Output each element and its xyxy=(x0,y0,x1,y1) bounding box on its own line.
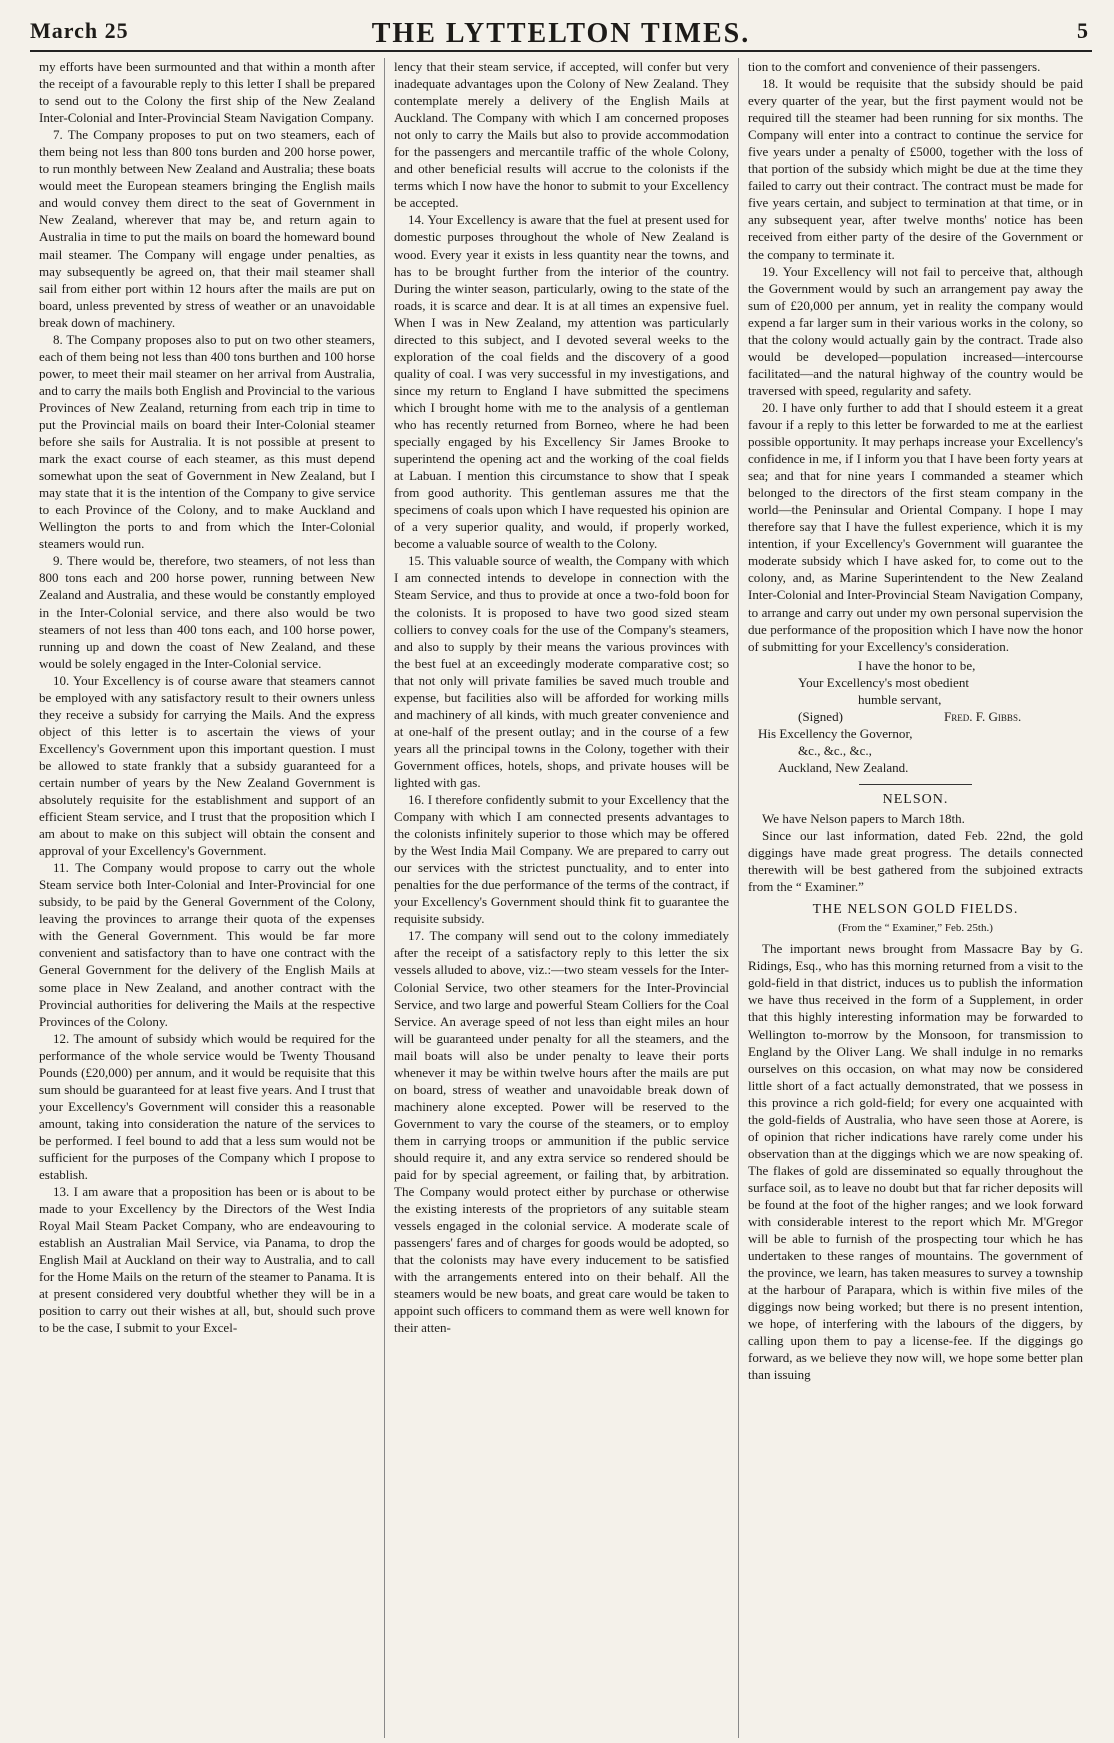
paragraph: Since our last information, dated Feb. 22nd, the gold diggings have made great progress. The details connected therewith will be best gathered from the subjoined extracts from the “ Examiner.” xyxy=(748,828,1083,895)
page-number: 5 xyxy=(1077,18,1088,43)
paragraph: tion to the comfort and convenience of their passengers. xyxy=(748,59,1041,74)
article-heading-gold-fields: THE NELSON GOLD FIELDS. xyxy=(812,902,1019,918)
paragraph: The important news brought from Massacre Bay by G. Ridings, Esq., who has this morning returned from a visit to the gold-field in that district, induces us to publish the information we have thus received in the form of a Supplement, in order that this highly interesting information may be forwarded to Wellington to-morrow by the Monsoon, for transmission to England by the Oliver Lang. We shall indulge in no remarks ourselves on this occasion, on what may now be considered little short of a fact actually demonstrated, that we possess in this province a rich gold-field; for every one acquainted with the gold-fields of Australia, who have seen those at Aorere, is of opinion that richer indications have rarely come under his observation than at the diggings which we are now speaking of. The flakes of gold are disseminated so equally throughout the surface soil, as to leave no doubt but that far richer deposits will be found at the foot of the higher ranges; and we look forward with considerable interest to the report which Mr. M'Gregor will be able to furnish of the prospecting tour which he has undertaken to these ranges of mountains. The government of the province, we learn, has taken measures to survey a township at the harbour of Parapara, which is within five miles of the diggings now being worked; but there is no present intention, we hope, of interfering with the labours of the diggers, by calling upon them to pay a license-fee. If the diggings go forward, as we believe they now will, we hope some better plan than issuing xyxy=(748,941,1083,1383)
paragraph: 15. This valuable source of wealth, the Company with which I am connected intends to develope in connection with the Steam Service, and thus to provide at once a two-fold boon for the colonists. It is proposed to have two good sized steam colliers to convey coals for the use of the Company's steamers, and also to supply by their means the various provinces with the best fuel at an exceedingly moderate comparative cost; so that not only will private families be saved much trouble and expense, but facilities also will be afforded for working mills and machinery of all kinds, with much greater convenience and at one-half of the present outlay; and in the course of a few years all the principal towns in the Colony, together with their Government offices, hotels, shops, and private houses will be lighted with gas. xyxy=(394,553,729,790)
paragraph: 17. The company will send out to the colony immediately after the receipt of a satisfactory reply to this letter the six vessels alluded to above, viz.:—two steam vessels for the Inter-Colonial Service, two other steamers for the Inter-Provincial Service, and two large and powerful Steam Colliers for the Coal Service. An average speed of not less than eight miles an hour will be guaranteed under penalty for all the steamers, and the mail boats will also be under penalty to leave their ports whenever it may be within twelve hours after the mails are put on board, stress of weather and unavoidable break down of machinery alone excepted. Power will be reserved to the Government to vary the course of the steamers, or to employ them in carrying troops or ammunition if the public service should require it, and any extra service so rendered should be paid for by special agreement, or failing that, by arbitration. The Company would protect either by purchase or otherwise the existing interests of the proprietors of any suitable steam vessels engaged in the colonial service. A moderate scale of passengers' fares and of charges for goods would be adopted, so that the colonists may have every inducement to be satisfied with the arrangements entered into on their behalf. All the steamers would be new boats, and great care would be taken to appoint such officers to command them as were well known for their atten- xyxy=(394,928,729,1336)
column-2 xyxy=(384,58,738,1738)
paragraph: 20. I have only further to add that I should esteem it a great favour if a reply to this letter be forwarded to me at the earliest possible opportunity. It may perhaps increase your Excellency's confidence in me, if I inform you that I have been forty years at sea; and that for nine years I commanded a steamer which belonged to the directors of the first steam company in the world—the Peninsular and Oriental Company. I hope I may therefore say that I have the fullest experience, which it is my intention, if your Excellency's Government will guarantee the moderate subsidy which I have asked for, to come out to the colony, and, as Marine Superintendent to the New Zealand Inter-Colonial and Inter-Provincial Steam Navigation Company, to arrange and carry out under my own personal supervision the due performance of the proposition which I have now the honor of submitting for your Excellency's consideration. xyxy=(748,399,1083,654)
column-3 xyxy=(738,58,1092,1738)
article-source: (From the “ Examiner,” Feb. 25th.) xyxy=(838,922,993,935)
section-divider xyxy=(859,784,973,785)
address-line: &c., &c., &c., xyxy=(798,742,872,758)
issue-date: March 25 xyxy=(30,18,129,43)
paragraph: We have Nelson papers to March 18th. xyxy=(762,810,965,826)
paragraph: 7. The Company proposes to put on two steamers, each of them being not less than 800 tons burden and 200 horse power, to run monthly between New Zealand and Australia; these boats would meet the European steamers bringing the English mails and would convey them direct to the seat of Government in New Zealand, wherever that may be, and return again to Australia in time to put the mails on board the homeward bound mail steamer. The Company will engage under penalties, as may subsequently be agreed on, that their mail steamer shall sail from either port within 12 hours after the mails are put on board, unless prevented by stress of weather or an unavoidable break down of machinery. xyxy=(39,127,375,330)
signature-line: I have the honor to be, xyxy=(858,657,976,673)
address-line: Auckland, New Zealand. xyxy=(778,759,909,775)
paragraph: 12. The amount of subsidy which would be required for the performance of the whole service would be Twenty Thousand Pounds (£20,000) per annum, and it would be requisite that this sum should be guaranteed for at least five years. And I trust that your Excellency's Government will consider this a reasonable amount, taking into consideration the nature of the services to be performed. I feel bound to add that a less sum would not be sufficient for the purposes of the Company which I propose to establish. xyxy=(39,1030,375,1183)
paragraph: 18. It would be requisite that the subsidy should be paid every quarter of the year, but the first payment would not be required till the steamer had been running for six months. The Company will enter into a contract to continue the service for five years under a penalty of £5000, together with the loss of that portion of the subsidy which might be due at the time they failed to carry out their contract. The contract must be made for five years certain, and subject to termination at that time, or in any subsequent year, after twelve months' notice has been received from either party of the desire of the Government or the company to terminate it. xyxy=(748,76,1083,262)
paragraph: 11. The Company would propose to carry out the whole Steam service both Inter-Colonial and Inter-Provincial for one subsidy, to be paid by the General Government of the Colony, leaving the provinces to arrange their quota of the expenses with the General Government. This would be far more convenient and satisfactory than to have one contract with the General Government for the delivery of the English Mails at some place in New Zealand, and another contract with the Provincial authorities for delivering the Mails at the respective Provinces of the Colony. xyxy=(39,860,375,1029)
signature-line: Your Excellency's most obedient xyxy=(798,674,969,690)
paragraph: my efforts have been surmounted and that within a month after the receipt of a favourable reply to this letter I shall be prepared to send out to the Colony the first ship of the New Zealand Inter-Colonial and Inter-Provincial Steam Navigation Company. xyxy=(39,59,375,126)
paragraph: 14. Your Excellency is aware that the fuel at present used for domestic purposes throughout the whole of New Zealand is wood. Every year it exists in less quantity near the towns, and has to be brought further from the interior of the country. During the winter season, particularly, owing to the state of the roads, it is scarce and dear. It is at all times an expensive fuel. When I was in New Zealand, my attention was particularly directed to this subject, and I devoted several weeks to the exploration of the coal fields and the discovery of a good quality of coal. I was very successful in my investigations, and since my return to England I have submitted the specimens which I brought home with me to the analysis of a gentleman who has recently returned from Borneo, where he had been specially engaged by his Excellency Sir James Brooke to superintend the opening act and the working of the coal fields at Labuan. I mention this circumstance to show that I speak from good authority. This gentleman assures me that the specimens of coals upon which I have requested his opinion are of a very superior quality, and would, if properly worked, become a valuable source of wealth to the Colony. xyxy=(394,212,729,552)
paragraph: 8. The Company proposes also to put on two other steamers, each of them being not less than 400 tons burthen and 100 horse power, to meet their mail steamer on her arrival from Australia, and to carry the mails both English and Provincial to the various Provinces of New Zealand, returning from each trip in time to put the Provincial mails on board their Inter-Colonial steamer before she sails for Australia. It is not possible at present to mark the exact course of each steamer, as this must depend somewhat upon the seat of Government in New Zealand, but I may state that it is the intention of the Company to give service to each Province of the Colony, and to make Auckland and Wellington the ports to and from which the Inter-Colonial steamers would run. xyxy=(39,331,375,552)
newspaper-title: THE LYTTELTON TIMES. xyxy=(371,18,751,49)
paragraph: 13. I am aware that a proposition has been or is about to be made to your Excellency by the Directors of the West India Royal Mail Steam Packet Company, who are endeavouring to establish an Australian Mail Service, via Panama, to drop the English Mail at Auckland on their way to Australia, and to call for the Home Mails on the return of the steamer to Panama. It is at present considered very doubtful whether they will be in a position to carry out their wishes at all, but, should such prove to be the case, I submit to your Excel- xyxy=(39,1184,375,1336)
masthead xyxy=(30,14,1092,52)
signed-label: (Signed) xyxy=(798,708,843,724)
paragraph: 9. There would be, therefore, two steamers, of not less than 800 tons each and 200 horse power, running between New Zealand and Australia, and these would be constantly employed in the Inter-Colonial service, and there also would be two steamers of not less than 400 tons each, and 100 horse power, running up and down the coast of New Zealand, and these would be solely engaged in the Inter-Colonial service. xyxy=(39,553,375,671)
paragraph: 10. Your Excellency is of course aware that steamers cannot be employed with any satisfactory result to their owners unless they receive a subsidy for carrying the Mails. And the express object of this letter is to ascertain the views of your Excellency's Government upon this important question. I must be allowed to state frankly that a subsidy guaranteed for a certain number of years by the New Zealand Government is absolutely requisite for the establishment and support of an efficient Steam service, and I trust that the proposition which I am about to make on this subject will obtain the consent and approval of your Excellency's Government. xyxy=(39,672,375,859)
paragraph: lency that their steam service, if accepted, will confer but very inadequate advantages upon the Colony of New Zealand. They contemplate merely a delivery of the English Mails at Auckland. The Company with which I am concerned proposes not only to carry the Mails but also to provide accommodation for the passengers and mercantile traffic of the whole Colony, and other beneficial results will accrue to the colonists if the terms which I now have the honor to submit to your Excellency be accepted. xyxy=(394,59,729,211)
paragraph: 16. I therefore confidently submit to your Excellency that the Company with which I am connected presents advantages to the colonists infinitely superior to those which may be offered by the West India Mail Company. We are prepared to carry out our services with the strictest punctuality, and to enter into penalties for the due performance of the terms of the contract, if your Excellency's Government should think fit to guarantee the requisite subsidy. xyxy=(394,792,729,927)
paragraph: 19. Your Excellency will not fail to perceive that, although the Government would by such an arrangement pay away the sum of £20,000 per annum, yet in reality the company would expend a far larger sum in their various works in the colony, so that the colony would actually gain by the contract. Trade also would be developed—population increased—intercourse facilitated—and the natural highway of the country would be traversed with speed, regularity and safety. xyxy=(748,263,1083,398)
column-1 xyxy=(30,58,384,1738)
signatory-name: Fred. F. Gibbs. xyxy=(944,708,1022,724)
address-line: His Excellency the Governor, xyxy=(758,725,913,741)
signature-row xyxy=(748,708,1083,725)
section-heading-nelson: NELSON. xyxy=(882,791,949,807)
signature-line: humble servant, xyxy=(858,691,942,707)
columns xyxy=(30,58,1092,1738)
letter-signature xyxy=(748,657,1083,776)
